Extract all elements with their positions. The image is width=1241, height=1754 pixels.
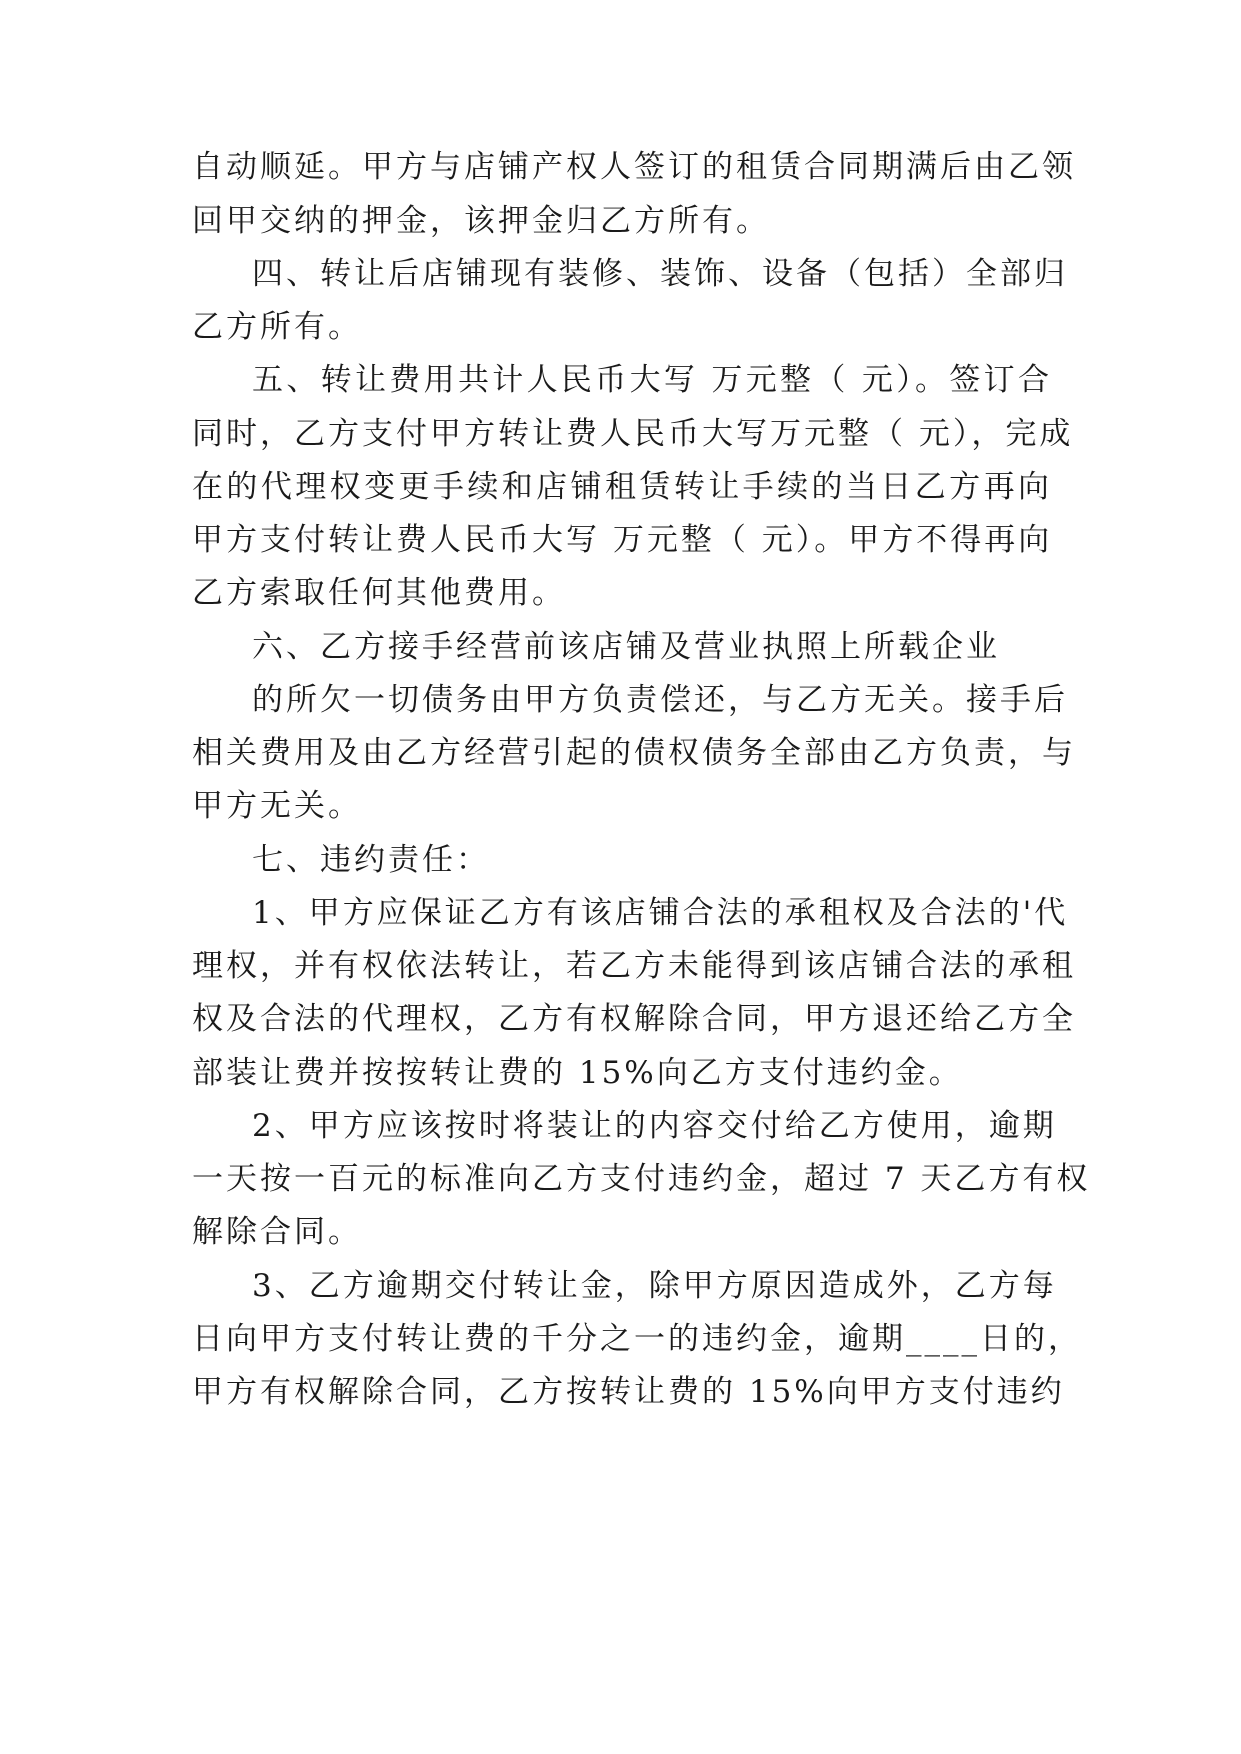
text-line: 乙方索取任何其他费用。 bbox=[192, 575, 566, 611]
text-line: 权及合法的代理权，乙方有权解除合同，甲方退还给乙方全 bbox=[192, 1001, 1076, 1037]
text-line: 日向甲方支付转让费的千分之一的违约金，逾期____日的， bbox=[192, 1321, 1082, 1357]
text-line: 七、违约责任： bbox=[252, 842, 490, 878]
text-line: 甲方支付转让费人民币大写 万元整（ 元）。甲方不得再向 bbox=[192, 522, 1053, 558]
text-line: 回甲交纳的押金，该押金归乙方所有。 bbox=[192, 203, 770, 239]
text-line: 1、甲方应保证乙方有该店铺合法的承租权及合法的'代 bbox=[252, 895, 1069, 931]
text-line: 五、转让费用共计人民币大写 万元整（ 元）。签订合 bbox=[252, 362, 1052, 398]
text-line: 在的代理权变更手续和店铺租赁转让手续的当日乙方再向 bbox=[192, 469, 1052, 505]
text-line: 3、乙方逾期交付转让金，除甲方原因造成外，乙方每 bbox=[252, 1268, 1057, 1304]
text-line: 的所欠一切债务由甲方负责偿还，与乙方无关。接手后 bbox=[252, 682, 1068, 718]
text-line: 相关费用及由乙方经营引起的债权债务全部由乙方负责，与 bbox=[192, 735, 1076, 771]
text-line: 同时，乙方支付甲方转让费人民币大写万元整（ 元），完成 bbox=[192, 416, 1074, 452]
text-line: 乙方所有。 bbox=[192, 309, 362, 345]
text-line: 解除合同。 bbox=[192, 1214, 362, 1250]
text-line: 理权，并有权依法转让，若乙方未能得到该店铺合法的承租 bbox=[192, 948, 1076, 984]
text-line: 一天按一百元的标准向乙方支付违约金，超过 7 天乙方有权 bbox=[192, 1161, 1091, 1197]
text-line: 2、甲方应该按时将装让的内容交付给乙方使用，逾期 bbox=[252, 1108, 1057, 1144]
text-line: 四、转让后店铺现有装修、装饰、设备（包括）全部归 bbox=[252, 256, 1068, 292]
text-line: 甲方无关。 bbox=[192, 788, 362, 824]
text-line: 六、乙方接手经营前该店铺及营业执照上所载企业 bbox=[252, 629, 1000, 665]
text-line: 自动顺延。甲方与店铺产权人签订的租赁合同期满后由乙领 bbox=[192, 149, 1076, 185]
text-line: 甲方有权解除合同，乙方按转让费的 15%向甲方支付违约 bbox=[192, 1374, 1065, 1410]
text-line: 部装让费并按按转让费的 15%向乙方支付违约金。 bbox=[192, 1055, 963, 1091]
